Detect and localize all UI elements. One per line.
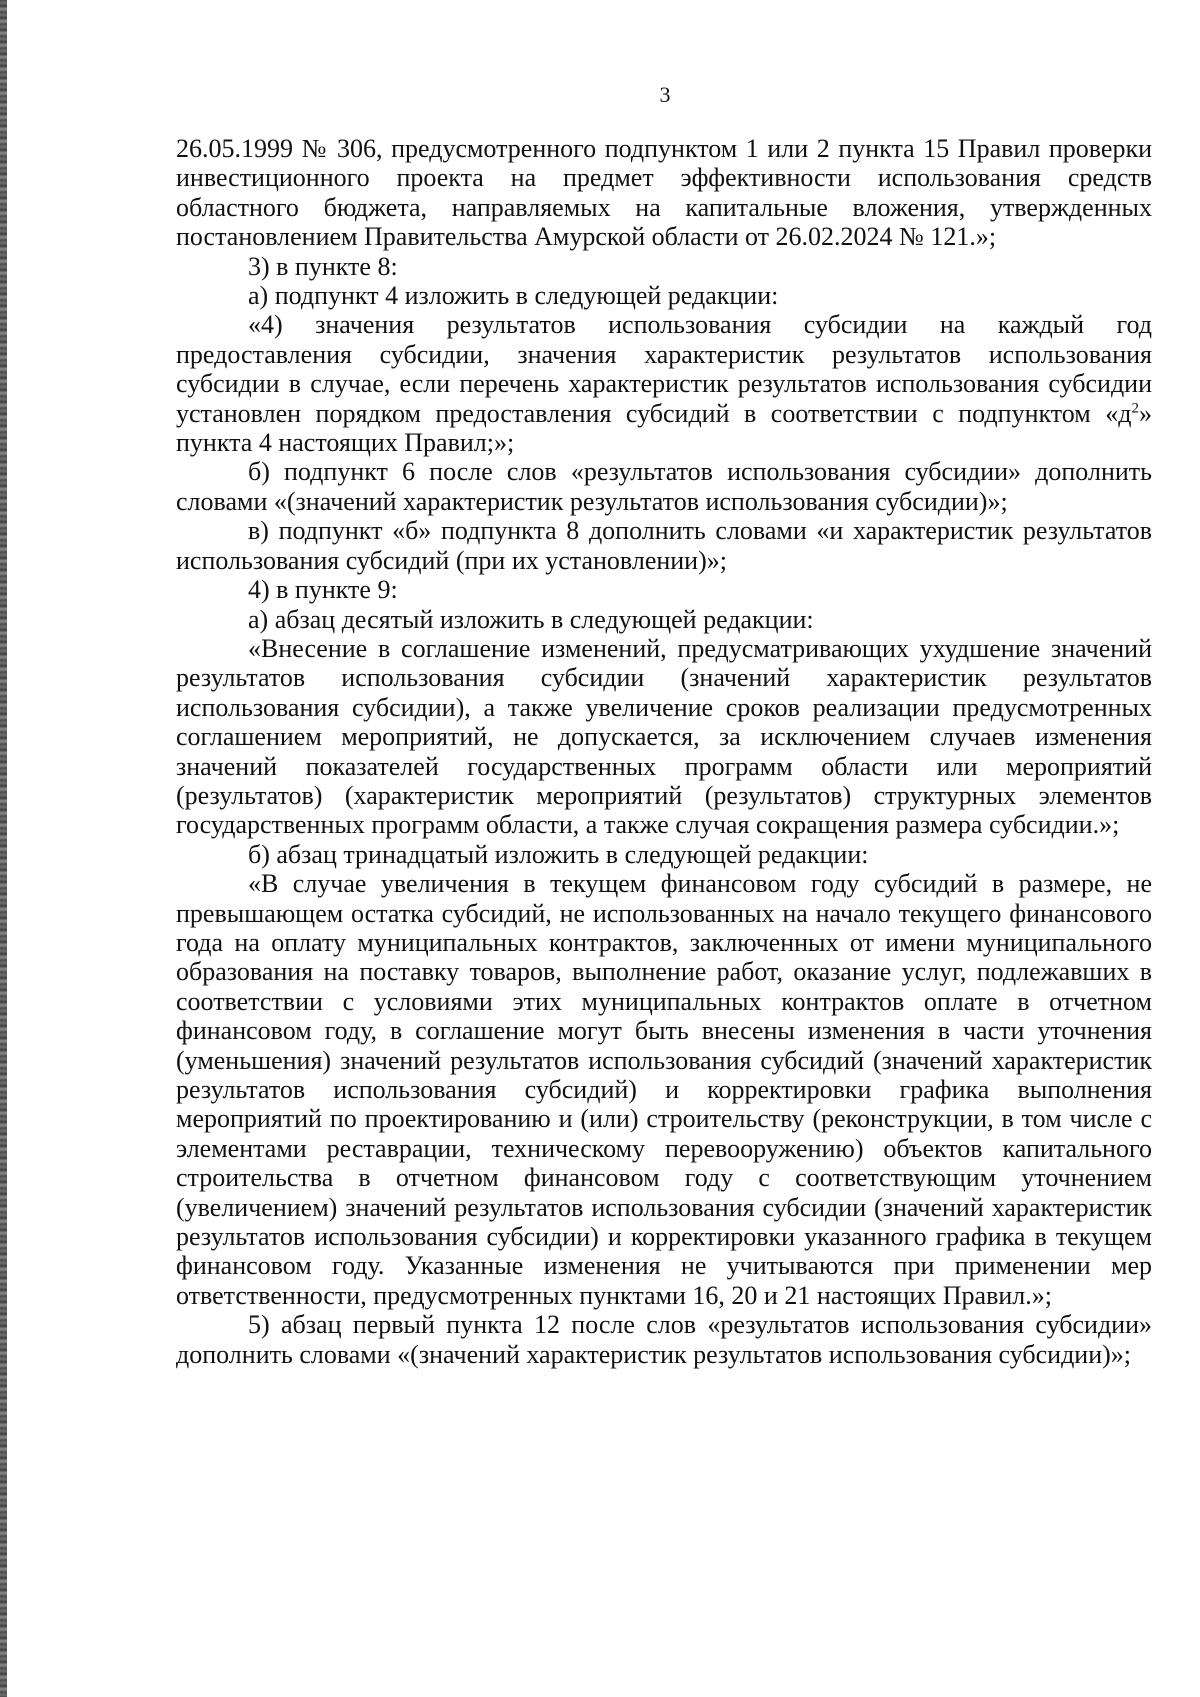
paragraph-item-3b: б) подпункт 6 после слов «результатов использования субсидии» дополнить словами «(значений характеристик результатов использования субсидии)»; — [176, 457, 1152, 516]
paragraph-item-3a: а) подпункт 4 изложить в следующей редакции: — [248, 281, 779, 311]
paragraph-continuation: 26.05.1999 № 306, предусмотренного подпунктом 1 или 2 пункта 15 Правил проверки инвестиционного проекта на предмет эффективности использования средств областного бюджета, направляемых на капитальные вложения, утвержденных постановлением Правительства Амурской области от 26.02.2024 № 121.»; — [176, 134, 1152, 252]
quote-4-text: «4) значения результатов использования субсидии на каждый год предоставления субсидии, значения характеристик результатов использования субсидии в случае, если перечень характеристик результатов использования субсидии установлен порядком предоставления субсидий в соответствии с подпунктом «д — [176, 310, 1152, 428]
paragraph-item-3v: в) подпункт «б» подпункта 8 дополнить словами «и характеристик результатов использования субсидий (при их установлении)»; — [176, 516, 1152, 575]
paragraph-quote-increase: «В случае увеличения в текущем финансовом году субсидий в размере, не превышающем остатка субсидий, не использованных на начало текущего финансового года на оплату муниципальных контрактов, заключенных от имени муниципального образования на поставку товаров, выполнение работ, оказание услуг, подлежавших в соответствии с условиями этих муниципальных контрактов оплате в отчетном финансовом году, в соглашение могут быть внесены изменения в части уточнения (уменьшения) значений результатов использования субсидий (значений характеристик результатов использования субсидий) и корректировки графика выполнения мероприятий по проектированию и (или) строительству (реконструкции, в том числе с элементами реставрации, техническому перевооружению) объектов капитального строительства в отчетном финансовом году с соответствующим уточнением (увеличением) значений результатов использования субсидии (значений характеристик результатов использования субсидии) и корректировки указанного графика в текущем финансовом году. Указанные изменения не учитываются при применении мер ответственности, предусмотренных пунктами 16, 20 и 21 настоящих Правил.»; — [176, 869, 1152, 1310]
paragraph-item-4a: а) абзац десятый изложить в следующей редакции: — [248, 604, 814, 634]
paragraph-item-4: 4) в пункте 9: — [248, 575, 398, 605]
document-body — [176, 134, 1152, 1369]
paragraph-item-5: 5) абзац первый пункта 12 после слов «результатов использования субсидии» дополнить словами «(значений характеристик результатов использования субсидии)»; — [176, 1310, 1152, 1369]
scan-edge-shadow — [0, 0, 7, 1697]
paragraph-item-3: 3) в пункте 8: — [248, 251, 398, 281]
paragraph-quote-amendment: «Внесение в соглашение изменений, предусматривающих ухудшение значений результатов использования субсидии (значений характеристик результатов использования субсидии), а также увеличение сроков реализации предусмотренных соглашением мероприятий, не допускается, за исключением случаев изменения значений показателей государственных программ области или мероприятий (результатов) (характеристик мероприятий (результатов) структурных элементов государственных программ области, а также случая сокращения размера субсидии.»; — [176, 633, 1152, 840]
superscript: 2 — [1131, 400, 1139, 416]
paragraph-item-4b: б) абзац тринадцатый изложить в следующей редакции: — [248, 839, 869, 869]
quote-4-text-after: » пункта 4 настоящих Правил;»; — [176, 398, 1152, 458]
page-number: 3 — [659, 82, 671, 107]
paragraph-quote-4 — [176, 310, 1152, 457]
